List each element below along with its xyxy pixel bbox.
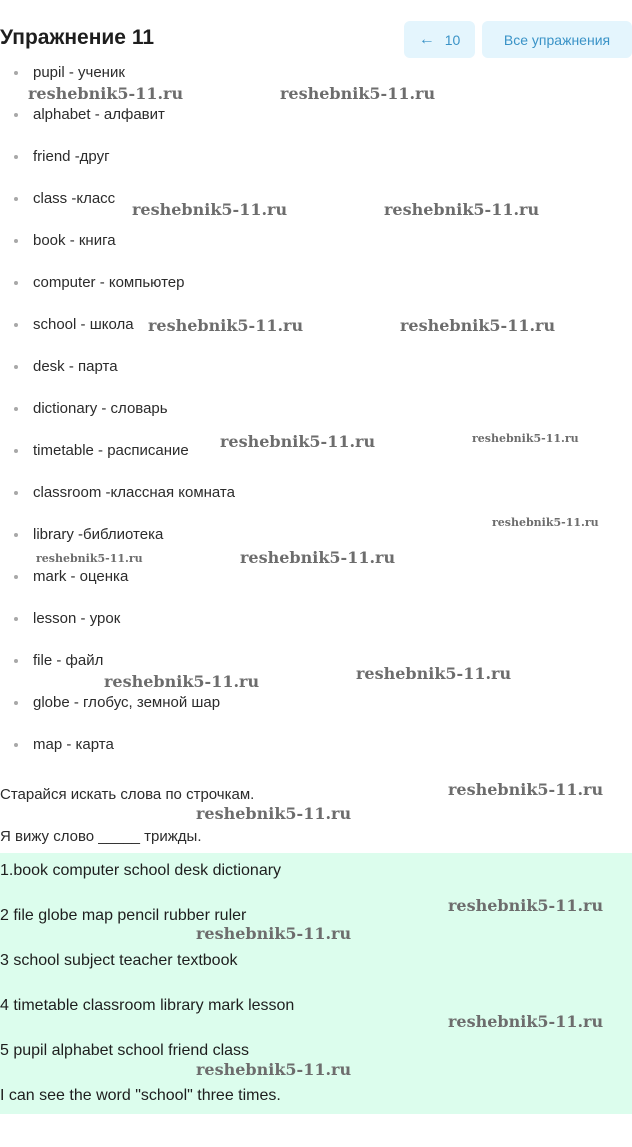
watermark: reshebnik5-11.ru — [280, 84, 436, 103]
list-item: map - карта — [14, 734, 114, 756]
list-item: lesson - урок — [14, 608, 120, 630]
bullet-icon — [14, 239, 18, 243]
bullet-icon — [14, 365, 18, 369]
watermark: reshebnik5-11.ru — [220, 432, 376, 451]
all-exercises-button[interactable]: Все упражнения — [482, 21, 632, 58]
list-item: computer - компьютер — [14, 272, 185, 294]
bullet-icon — [14, 617, 18, 621]
watermark: reshebnik5-11.ru — [132, 200, 288, 219]
watermark: reshebnik5-11.ru — [400, 316, 556, 335]
bullet-icon — [14, 743, 18, 747]
list-item: pupil - ученик — [14, 62, 125, 84]
bullet-icon — [14, 659, 18, 663]
list-item: book - книга — [14, 230, 116, 252]
list-item: friend -друг — [14, 146, 110, 168]
watermark: reshebnik5-11.ru — [384, 200, 540, 219]
watermark: reshebnik5-11.ru — [356, 664, 512, 683]
watermark: reshebnik5-11.ru — [104, 672, 260, 691]
bullet-icon — [14, 113, 18, 117]
answer-block — [0, 853, 632, 1114]
instruction-text: Старайся искать слова по строчкам. — [0, 786, 255, 803]
bullet-icon — [14, 71, 18, 75]
list-item: desk - парта — [14, 356, 118, 378]
answer-line: 4 timetable classroom library mark lesson — [0, 997, 295, 1014]
watermark: reshebnik5-11.ru — [36, 552, 143, 565]
answer-line: 1.book computer school desk dictionary — [0, 862, 282, 879]
watermark: reshebnik5-11.ru — [28, 84, 184, 103]
watermark: reshebnik5-11.ru — [448, 780, 604, 799]
answer-line: 5 pupil alphabet school friend class — [0, 1042, 250, 1059]
instruction-text: Я вижу слово _____ трижды. — [0, 828, 202, 845]
bullet-icon — [14, 197, 18, 201]
bullet-icon — [14, 155, 18, 159]
list-item: timetable - расписание — [14, 440, 189, 462]
bullet-icon — [14, 407, 18, 411]
watermark: reshebnik5-11.ru — [240, 548, 396, 567]
bullet-icon — [14, 701, 18, 705]
prev-exercise-button[interactable] — [404, 21, 475, 58]
bullet-icon — [14, 449, 18, 453]
answer-line: 3 school subject teacher textbook — [0, 952, 238, 969]
list-item: library -библиотека — [14, 524, 163, 546]
answer-line: I can see the word "school" three times. — [0, 1087, 281, 1104]
watermark: reshebnik5-11.ru — [472, 432, 579, 445]
list-item: class -класс — [14, 188, 115, 210]
page-title: Упражнение 11 — [0, 26, 155, 49]
watermark: reshebnik5-11.ru — [196, 924, 352, 943]
watermark: reshebnik5-11.ru — [196, 804, 352, 823]
watermark: reshebnik5-11.ru — [448, 896, 604, 915]
bullet-icon — [14, 281, 18, 285]
bullet-icon — [14, 575, 18, 579]
watermark: reshebnik5-11.ru — [492, 516, 599, 529]
bullet-icon — [14, 533, 18, 537]
watermark: reshebnik5-11.ru — [196, 1060, 352, 1079]
arrow-left-icon: ← — [418, 30, 435, 48]
watermark: reshebnik5-11.ru — [148, 316, 304, 335]
answer-line: 2 file globe map pencil rubber ruler — [0, 907, 247, 924]
list-item: classroom -классная комната — [14, 482, 235, 504]
list-item: file - файл — [14, 650, 103, 672]
bullet-icon — [14, 491, 18, 495]
list-item: dictionary - словарь — [14, 398, 168, 420]
list-item: school - школа — [14, 314, 134, 336]
list-item: mark - оценка — [14, 566, 128, 588]
prev-exercise-label: 10 — [444, 31, 461, 48]
bullet-icon — [14, 323, 18, 327]
watermark: reshebnik5-11.ru — [448, 1012, 604, 1031]
list-item: globe - глобус, земной шар — [14, 692, 220, 714]
list-item: alphabet - алфавит — [14, 104, 165, 126]
